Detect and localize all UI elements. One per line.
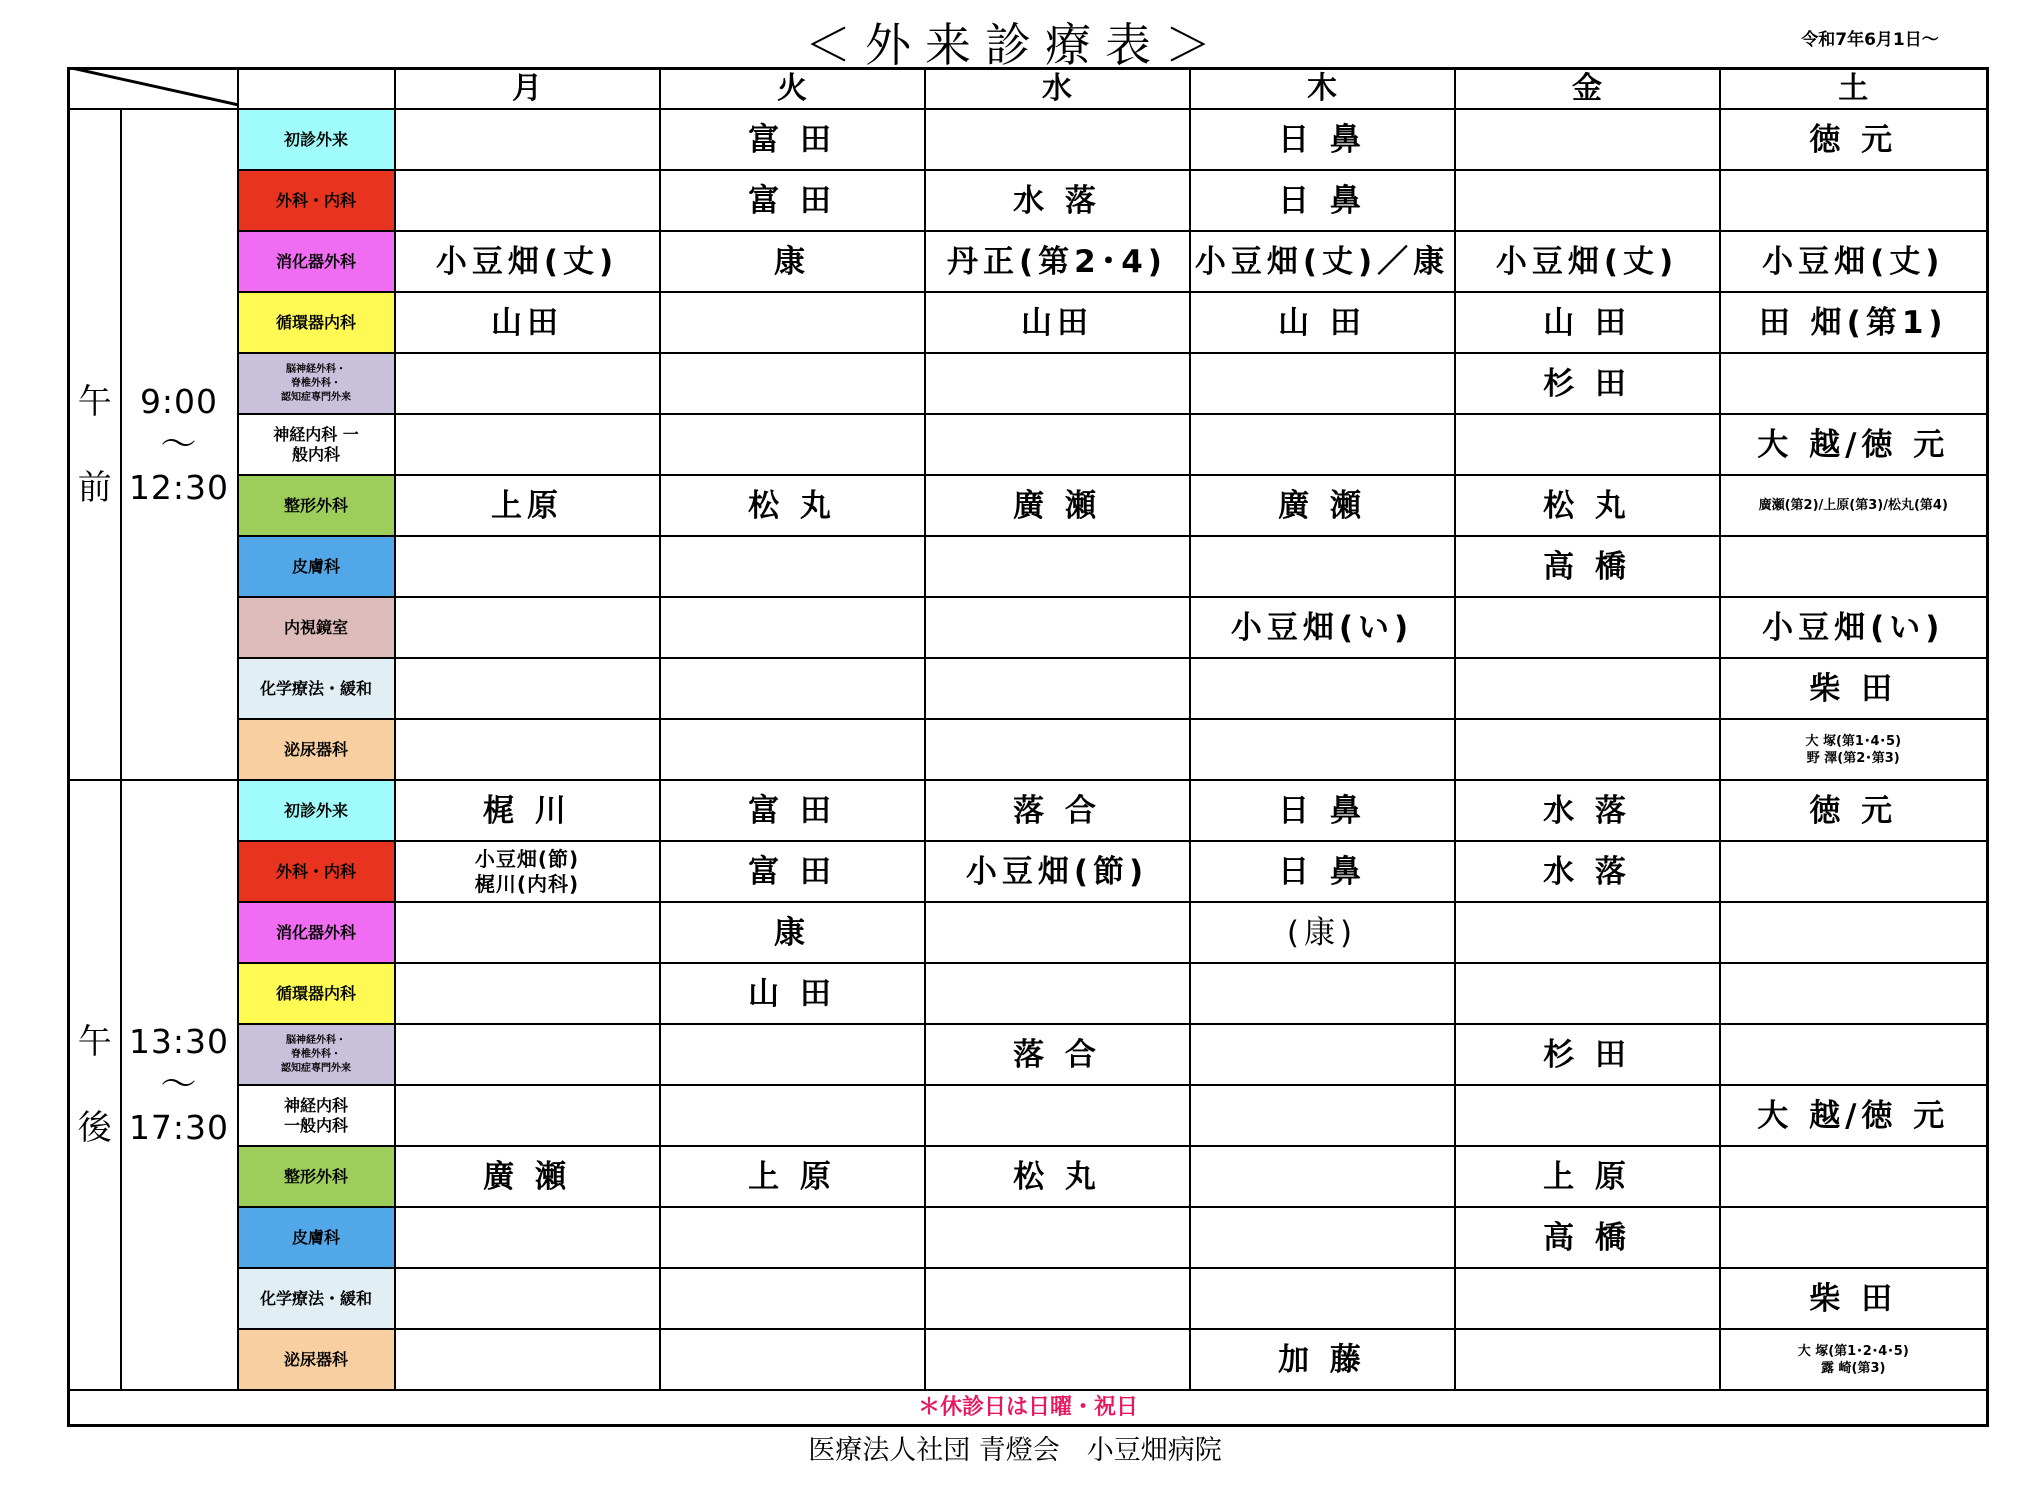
department-name: 外科・内科 [275,191,356,210]
doctor-cell [1455,902,1720,963]
effective-date: 令和7年6月1日～ [1801,30,1939,50]
department-label [238,1207,395,1268]
department-label [238,536,395,597]
doctor-cell [1720,170,1988,231]
department-label [238,231,395,292]
department-label [238,597,395,658]
doctor-cell [395,1268,660,1329]
doctor-cell [395,1329,660,1390]
doctor-cell [1720,1024,1988,1085]
doctor-cell [1455,1268,1720,1329]
doctor-cell [925,1268,1190,1329]
department-label [238,780,395,841]
doctor-cell [1455,719,1720,780]
doctor-cell: 富 田 [660,841,925,902]
morning-row [69,658,1988,719]
closed-note: ＊休診日は日曜・祝日 [917,1394,1138,1420]
doctor-cell [1190,353,1455,414]
doctor-cell: 上 原 [660,1146,925,1207]
morning-row [69,170,1988,231]
doctor-cell: 高 橋 [1455,536,1720,597]
doctor-cell: 富 田 [660,170,925,231]
doctor-cell: 上原 [395,475,660,536]
doctor-cell: 杉 田 [1455,353,1720,414]
department-name: 循環器内科 [275,313,356,332]
afternoon-row [69,1207,1988,1268]
afternoon-row [69,963,1988,1024]
doctor-cell: 大 塚(第1･4･5) 野 澤(第2･第3) [1720,719,1988,780]
doctor-cell [660,1085,925,1146]
doctor-cell [925,1085,1190,1146]
closed-note-cell [69,1390,1988,1426]
doctor-cell: 杉 田 [1455,1024,1720,1085]
doctor-cell: 廣 瀬 [395,1146,660,1207]
doctor-cell [1190,658,1455,719]
doctor-cell: 日 鼻 [1190,109,1455,170]
doctor-cell: 康 [660,231,925,292]
doctor-cell [925,658,1190,719]
doctor-cell [1190,414,1455,475]
doctor-cell: 丹正(第2･4) [925,231,1190,292]
doctor-cell: 大 越/徳 元 [1720,414,1988,475]
doctor-cell [395,1207,660,1268]
doctor-cell: 松 丸 [1455,475,1720,536]
hospital-name: 医療法人社団 青燈会 小豆畑病院 [808,1435,1222,1466]
afternoon-row [69,780,1988,841]
afternoon-time-cell [121,780,238,1390]
day-header-sat: 土 [1720,69,1988,110]
doctor-cell: 小豆畑(丈) [1455,231,1720,292]
doctor-cell: 山 田 [1455,292,1720,353]
doctor-cell [1190,536,1455,597]
doctor-cell: 山 田 [1190,292,1455,353]
department-name: 泌尿器科 [283,1350,348,1369]
doctor-cell [660,1268,925,1329]
doctor-cell [660,597,925,658]
doctor-cell: 富 田 [660,109,925,170]
department-name: 泌尿器科 [283,740,348,759]
doctor-cell [395,414,660,475]
morning-period-cell [69,109,121,780]
doctor-cell: 水 落 [1455,780,1720,841]
afternoon-period-cell [69,780,121,1390]
department-label [238,1329,395,1390]
time-end: 12:30 [128,467,230,507]
doctor-cell [925,353,1190,414]
doctor-cell: 柴 田 [1720,658,1988,719]
morning-row [69,109,1988,170]
period-char: 前 [77,467,112,508]
department-label [238,902,395,963]
doctor-cell [395,719,660,780]
schedule-table [67,67,1989,1427]
doctor-cell [1190,1024,1455,1085]
doctor-cell [660,1329,925,1390]
doctor-cell: 上 原 [1455,1146,1720,1207]
department-label [238,719,395,780]
department-name: 整形外科 [283,496,348,515]
doctor-cell: 大 塚(第1･2･4･5) 露 崎(第3) [1720,1329,1988,1390]
doctor-cell [1190,1085,1455,1146]
doctor-cell [925,536,1190,597]
doctor-cell: 山 田 [660,963,925,1024]
morning-row [69,475,1988,536]
day-header-row [69,69,1988,110]
morning-row [69,292,1988,353]
afternoon-row [69,902,1988,963]
doctor-cell [1720,902,1988,963]
doctor-cell [1190,1268,1455,1329]
doctor-cell [1455,658,1720,719]
doctor-cell [925,109,1190,170]
doctor-cell [925,902,1190,963]
doctor-cell [1455,963,1720,1024]
doctor-cell: 松 丸 [925,1146,1190,1207]
doctor-cell [1190,719,1455,780]
department-label [238,963,395,1024]
doctor-cell: 落 合 [925,780,1190,841]
doctor-cell [925,597,1190,658]
doctor-cell [395,1085,660,1146]
doctor-cell [660,536,925,597]
time-start: 9:00 [139,381,219,421]
morning-row [69,536,1988,597]
department-name: 内視鏡室 [283,618,348,637]
department-name: 整形外科 [283,1167,348,1186]
department-name: 神経内科 一 般内科 [273,424,359,464]
doctor-cell [925,963,1190,1024]
department-name: 皮膚科 [291,1228,340,1247]
doctor-cell: 小豆畑(丈)／康 [1190,231,1455,292]
doctor-cell: 日 鼻 [1190,841,1455,902]
doctor-cell [395,597,660,658]
doctor-cell: 大 越/徳 元 [1720,1085,1988,1146]
doctor-cell: 水 落 [925,170,1190,231]
corner-diagonal-line [67,67,239,107]
department-name: 消化器外科 [275,923,356,942]
doctor-cell [1455,597,1720,658]
period-char: 午 [77,381,112,422]
doctor-cell: 小豆畑(節) [925,841,1190,902]
doctor-cell: 徳 元 [1720,780,1988,841]
department-name: 循環器内科 [275,984,356,1003]
department-name: 化学療法・緩和 [259,1289,372,1308]
day-header-wed: 水 [925,69,1190,110]
closed-note-row [69,1390,1988,1426]
doctor-cell [660,658,925,719]
department-label [238,841,395,902]
doctor-cell [1720,1146,1988,1207]
department-label [238,353,395,414]
doctor-cell: 康 [660,902,925,963]
doctor-cell [1190,963,1455,1024]
department-name: 外科・内科 [275,862,356,881]
doctor-cell: 加 藤 [1190,1329,1455,1390]
doctor-cell: 徳 元 [1720,109,1988,170]
doctor-cell: 梶 川 [395,780,660,841]
period-char: 午 [77,1022,112,1062]
doctor-cell: 廣 瀬 [1190,475,1455,536]
doctor-cell: 小豆畑(い) [1720,597,1988,658]
doctor-cell: 廣 瀬 [925,475,1190,536]
doctor-cell [1720,353,1988,414]
department-label [238,1085,395,1146]
doctor-cell: 小豆畑(い) [1190,597,1455,658]
time-start: 13:30 [128,1022,230,1061]
afternoon-row [69,1146,1988,1207]
department-label [238,1268,395,1329]
doctor-cell [395,536,660,597]
time-end: 17:30 [128,1108,230,1147]
doctor-cell [1455,170,1720,231]
department-name: 化学療法・緩和 [259,679,372,698]
department-label [238,109,395,170]
doctor-cell [660,414,925,475]
doctor-cell: 小豆畑(丈) [395,231,660,292]
afternoon-row [69,1085,1988,1146]
afternoon-row [69,841,1988,902]
doctor-cell [1720,841,1988,902]
department-label [238,170,395,231]
doctor-cell [1720,536,1988,597]
doctor-cell: 松 丸 [660,475,925,536]
doctor-cell [1455,414,1720,475]
doctor-cell [395,1024,660,1085]
doctor-cell [660,353,925,414]
department-name: 神経内科 一般内科 [283,1095,348,1135]
doctor-cell [395,109,660,170]
time-tilde: ～ [160,1064,198,1105]
doctor-cell [925,719,1190,780]
department-label [238,1146,395,1207]
doctor-cell [1190,1146,1455,1207]
doctor-cell [925,414,1190,475]
morning-time-cell [121,109,238,780]
doctor-cell: 柴 田 [1720,1268,1988,1329]
dept-header-cell [238,69,395,110]
doctor-cell [660,1024,925,1085]
department-name: 消化器外科 [275,252,356,271]
morning-row [69,353,1988,414]
doctor-cell: 落 合 [925,1024,1190,1085]
doctor-cell [1720,963,1988,1024]
doctor-cell [395,658,660,719]
doctor-cell [395,353,660,414]
doctor-cell: 山田 [395,292,660,353]
doctor-cell: 小豆畑(節) 梶川(内科) [395,841,660,902]
department-label [238,414,395,475]
day-header-fri: 金 [1455,69,1720,110]
day-header-tue: 火 [660,69,925,110]
doctor-cell [1190,1207,1455,1268]
doctor-cell [660,292,925,353]
department-label [238,475,395,536]
doctor-cell: 田 畑(第1) [1720,292,1988,353]
doctor-cell [395,902,660,963]
doctor-cell: 富 田 [660,780,925,841]
afternoon-row [69,1329,1988,1390]
department-label [238,658,395,719]
afternoon-row [69,1268,1988,1329]
doctor-cell [1455,1329,1720,1390]
doctor-cell: 日 鼻 [1190,170,1455,231]
doctor-cell [925,1207,1190,1268]
doctor-cell [660,1207,925,1268]
department-name: 脳神経外科・ 脊椎外科・ 認知症専門外来 [281,363,351,403]
period-char: 後 [77,1108,112,1148]
doctor-cell [925,1329,1190,1390]
doctor-cell: (康) [1190,902,1455,963]
page-title: ＜外来診療表＞ [805,18,1225,72]
time-tilde: ～ [160,423,198,465]
doctor-cell: 水 落 [1455,841,1720,902]
department-label [238,1024,395,1085]
doctor-cell [1455,109,1720,170]
department-label [238,292,395,353]
doctor-cell: 日 鼻 [1190,780,1455,841]
doctor-cell [660,719,925,780]
doctor-cell: 山田 [925,292,1190,353]
doctor-cell [1455,1085,1720,1146]
afternoon-row [69,1024,1988,1085]
department-name: 皮膚科 [291,557,340,576]
doctor-cell [395,963,660,1024]
doctor-cell [395,170,660,231]
doctor-cell [1720,1207,1988,1268]
day-header-mon: 月 [395,69,660,110]
morning-row [69,414,1988,475]
department-name: 脳神経外科・ 脊椎外科・ 認知症専門外来 [281,1034,351,1074]
department-name: 初診外来 [283,801,348,820]
morning-row [69,719,1988,780]
doctor-cell: 高 橋 [1455,1207,1720,1268]
doctor-cell: 小豆畑(丈) [1720,231,1988,292]
doctor-cell: 廣瀬(第2)/上原(第3)/松丸(第4) [1720,475,1988,536]
morning-row [69,231,1988,292]
morning-row [69,597,1988,658]
department-name: 初診外来 [283,130,348,149]
day-header-thu: 木 [1190,69,1455,110]
